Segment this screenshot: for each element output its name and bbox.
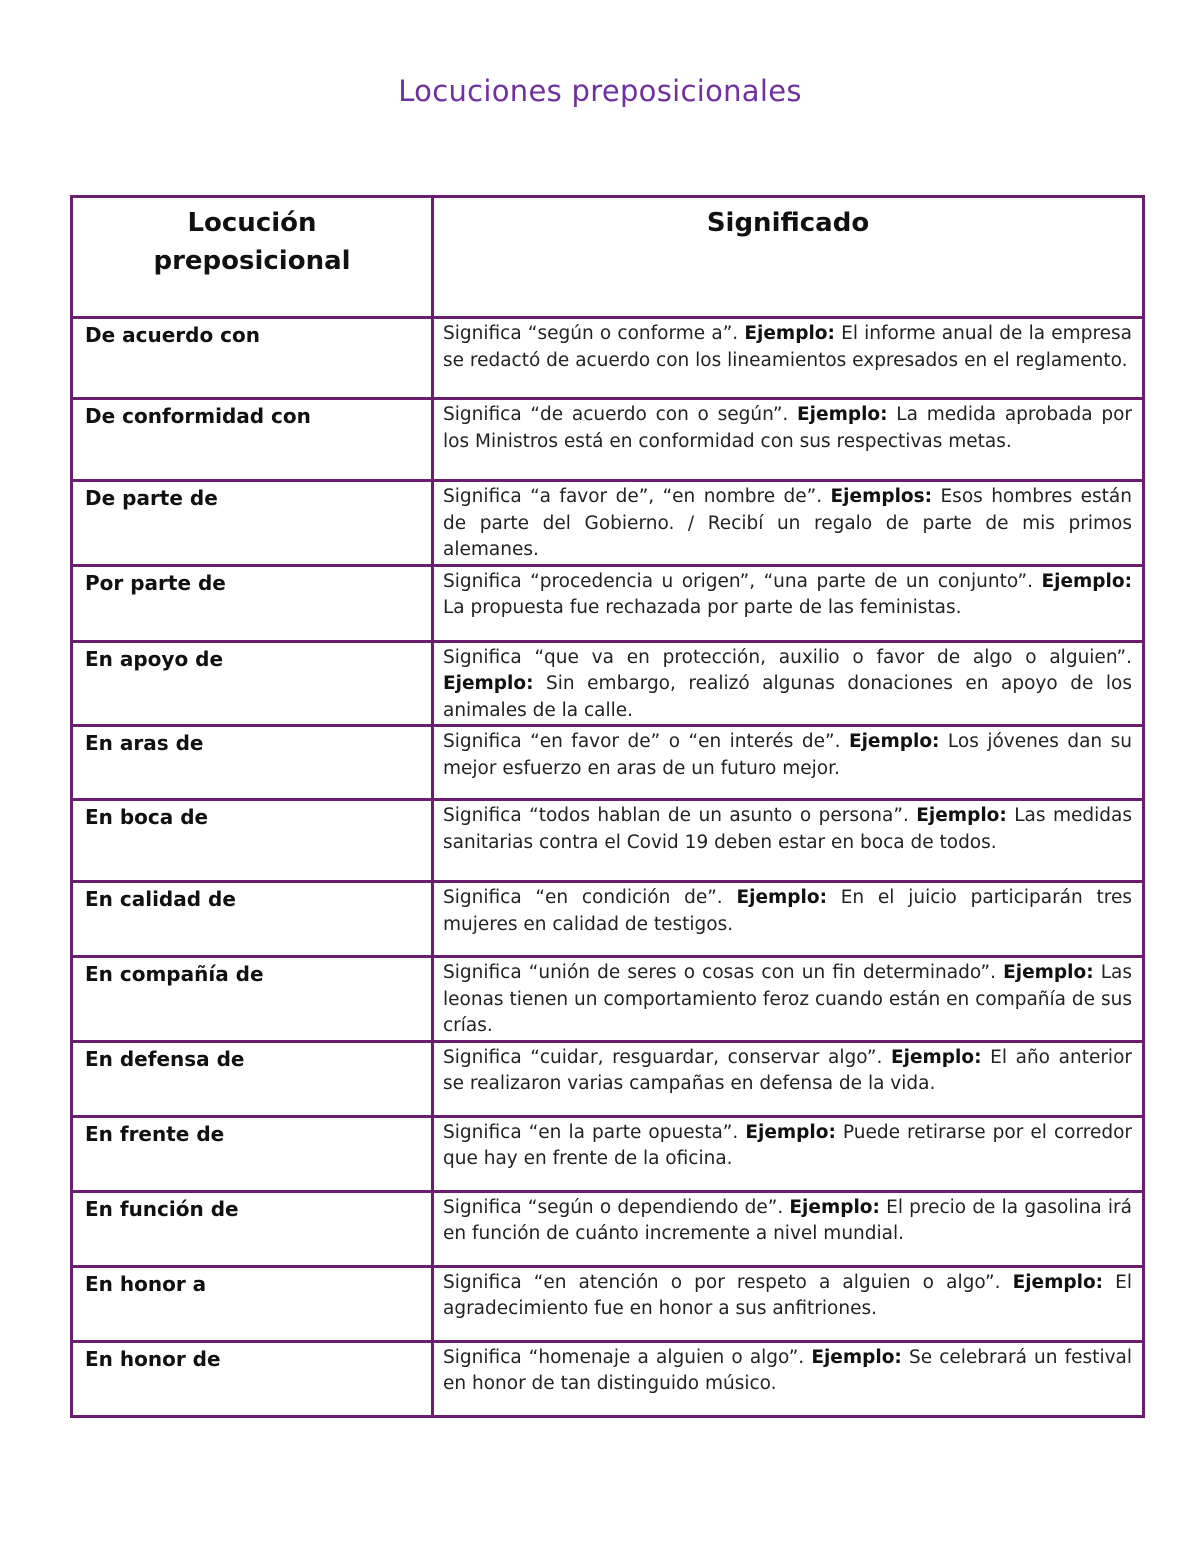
locucion-cell: De conformidad con	[72, 399, 433, 481]
significado-text: Significa “en condición de”.	[443, 887, 737, 908]
table-row	[72, 1041, 1144, 1116]
header-locucion	[72, 197, 433, 318]
locucion-cell: En defensa de	[72, 1041, 433, 1116]
ejemplo-label: Ejemplos:	[830, 486, 933, 507]
ejemplo-label: Ejemplo:	[745, 1121, 836, 1143]
table-row	[72, 565, 1144, 641]
significado-text: Significa “todos hablan de un asunto o persona”.	[443, 805, 917, 826]
locucion-cell: En compañía de	[72, 957, 433, 1042]
table-row	[72, 1266, 1144, 1341]
table-row	[72, 641, 1144, 726]
table-row	[72, 957, 1144, 1042]
locucion-cell: En honor de	[72, 1341, 433, 1416]
ejemplo-label: Ejemplo:	[848, 731, 940, 752]
significado-text: Significa “en atención o por respeto a alguien o algo”.	[443, 1271, 1013, 1293]
table-body	[72, 318, 1144, 1417]
ejemplo-label: Ejemplo:	[443, 673, 534, 694]
ejemplo-label: Ejemplo:	[916, 805, 1007, 826]
ejemplo-text: Se celebrará un festival en honor de tan distinguido músico.	[443, 1346, 1133, 1394]
significado-text: Significa “cuidar, resguardar, conservar algo”.	[443, 1046, 891, 1068]
significado-cell	[433, 1341, 1144, 1416]
significado-cell	[433, 882, 1144, 957]
ejemplo-text: Puede retirarse por el corredor que hay en frente de la oficina.	[443, 1121, 1132, 1169]
ejemplo-label: Ejemplo:	[1041, 570, 1132, 592]
header-significado	[433, 197, 1144, 318]
ejemplo-label: Ejemplo:	[797, 404, 888, 425]
locucion-cell: En calidad de	[72, 882, 433, 957]
locucion-cell: En boca de	[72, 800, 433, 882]
significado-cell	[433, 318, 1144, 399]
significado-cell	[433, 1116, 1144, 1191]
table-row	[72, 726, 1144, 800]
significado-text: Significa “procedencia u origen”, “una parte de un conjunto”.	[443, 570, 1042, 592]
table-row	[72, 1116, 1144, 1191]
ejemplo-text: Los jóvenes dan su mejor esfuerzo en aras de un futuro mejor.	[443, 731, 1132, 779]
locucion-cell: De parte de	[72, 481, 433, 566]
table-header-row	[72, 197, 1144, 318]
locucion-cell: De acuerdo con	[72, 318, 433, 399]
ejemplo-text: La medida aprobada por los Ministros está en conformidad con sus respectivas metas.	[443, 404, 1132, 452]
significado-text: Significa “según o dependiendo de”.	[443, 1196, 790, 1218]
significado-text: Significa “homenaje a alguien o algo”.	[443, 1346, 812, 1368]
significado-text: Significa “en la parte opuesta”.	[443, 1121, 746, 1143]
locucion-cell: En honor a	[72, 1266, 433, 1341]
table-row	[72, 882, 1144, 957]
ejemplo-label: Ejemplo:	[1012, 1271, 1104, 1293]
significado-text: Significa “unión de seres o cosas con un fin determinado”.	[443, 962, 1004, 983]
significado-text: Significa “que va en protección, auxilio o favor de algo o alguien”.	[443, 646, 1132, 668]
ejemplo-label: Ejemplo:	[744, 323, 835, 344]
ejemplo-text: El agradecimiento fue en honor a sus anfitriones.	[443, 1271, 1132, 1319]
significado-text: Significa “a favor de”, “en nombre de”.	[443, 486, 831, 507]
significado-cell	[433, 957, 1144, 1042]
locuciones-table	[70, 195, 1145, 1418]
table-row	[72, 800, 1144, 882]
table-row	[72, 399, 1144, 481]
ejemplo-text: Las leonas tienen un comportamiento feroz cuando están en compañía de sus crías.	[443, 962, 1133, 1036]
ejemplo-text: Sin embargo, realizó algunas donaciones en apoyo de los animales de la calle.	[443, 673, 1132, 721]
significado-cell	[433, 399, 1144, 481]
ejemplo-label: Ejemplo:	[1003, 962, 1094, 983]
ejemplo-label: Ejemplo:	[736, 887, 827, 908]
ejemplo-text: Las medidas sanitarias contra el Covid 19 deben estar en boca de todos.	[443, 805, 1132, 853]
ejemplo-label: Ejemplo:	[789, 1196, 880, 1218]
significado-cell	[433, 641, 1144, 726]
table-row	[72, 1191, 1144, 1266]
ejemplo-text: Esos hombres están de parte del Gobierno. / Recibí un regalo de parte de mis primos alemanes.	[443, 486, 1132, 560]
ejemplo-text: La propuesta fue rechazada por parte de las feministas.	[443, 597, 962, 618]
significado-cell	[433, 1266, 1144, 1341]
ejemplo-label: Ejemplo:	[891, 1046, 982, 1068]
locucion-cell: En aras de	[72, 726, 433, 800]
table-row	[72, 1341, 1144, 1416]
page-title: Locuciones preposicionales	[398, 74, 802, 108]
significado-cell	[433, 726, 1144, 800]
ejemplo-text: El año anterior se realizaron varias campañas en defensa de la vida.	[443, 1046, 1132, 1094]
table-row	[72, 481, 1144, 566]
significado-text: Significa “de acuerdo con o según”.	[443, 404, 798, 425]
header-significado-label: Significado	[706, 208, 870, 238]
significado-cell	[433, 1191, 1144, 1266]
significado-text: Significa “según o conforme a”.	[443, 323, 745, 344]
significado-cell	[433, 800, 1144, 882]
locucion-cell: En apoyo de	[72, 641, 433, 726]
significado-cell	[433, 1041, 1144, 1116]
significado-cell	[433, 565, 1144, 641]
ejemplo-text: El informe anual de la empresa se redactó de acuerdo con los lineamientos expresados en el reglamento.	[443, 323, 1132, 371]
significado-cell	[433, 481, 1144, 566]
locucion-cell: Por parte de	[72, 565, 433, 641]
ejemplo-text: En el juicio participarán tres mujeres en calidad de testigos.	[443, 887, 1132, 935]
ejemplo-label: Ejemplo:	[811, 1346, 902, 1368]
ejemplo-text: El precio de la gasolina irá en función de cuánto incremente a nivel mundial.	[443, 1196, 1132, 1244]
locucion-cell: En función de	[72, 1191, 433, 1266]
header-locucion-label: Locución preposicional	[153, 208, 351, 276]
locucion-cell: En frente de	[72, 1116, 433, 1191]
table-row	[72, 318, 1144, 399]
significado-text: Significa “en favor de” o “en interés de”.	[443, 731, 849, 752]
